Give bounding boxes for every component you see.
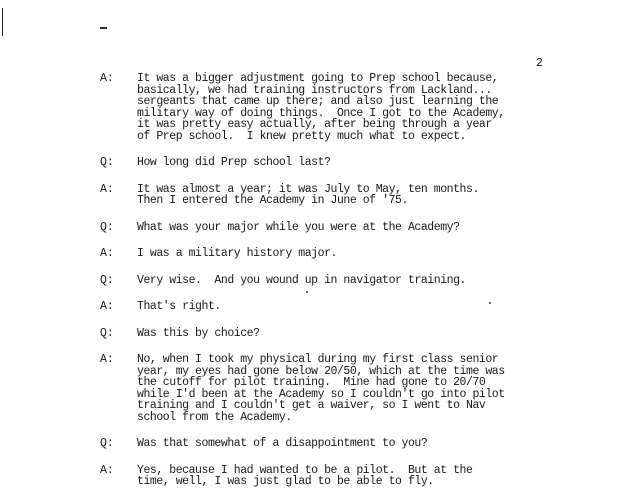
- transcript-entry: [100, 73, 540, 142]
- entry-text: Was that somewhat of a disappointment to you?: [137, 437, 428, 450]
- entry-text: That's right.: [137, 300, 221, 313]
- transcript-entry: [100, 248, 540, 260]
- transcript-entry: [100, 301, 540, 313]
- speaker-label: Q:: [100, 156, 114, 169]
- speaker-label: Q:: [100, 220, 114, 234]
- entry-text: Yes, because I had wanted to be a pilot. But at the time, well, I was just glad to be able to fly.: [137, 463, 473, 488]
- transcript-entry: [100, 275, 540, 287]
- speaker-label: A:: [100, 353, 114, 366]
- entry-text: It was a bigger adjustment going to Prep school because, basically, we had training instructors from Lackland... sergeants that came up there; and also just learning the military way of doing things. Once I got to the Academy, it was pretty easy actually, after being through a year of Prep school. I knew pretty much what to expect.: [137, 72, 505, 143]
- speaker-label: Q:: [100, 437, 114, 450]
- entry-text: It was almost a year; it was July to May, ten months. Then I entered the Academy in June of '75.: [137, 182, 479, 207]
- scan-speck: [306, 291, 308, 293]
- entry-text: Was this by choice?: [137, 326, 260, 340]
- transcript-entry: [100, 438, 540, 450]
- transcript-entry: [100, 354, 540, 423]
- transcript-entry: [100, 465, 540, 488]
- speaker-label: Q:: [100, 273, 114, 287]
- transcript-entry: [100, 222, 540, 234]
- interview-transcript: [100, 73, 540, 503]
- entry-text: No, when I took my physical during my first class senior year, my eyes had gone below 20/50, which at the time was the cutoff for pilot training. Mine had gone to 20/70 while I'd been at the Academy so I couldn't go into pilot training and I couldn't get a waiver, so I went to Nav school from the Academy.: [137, 353, 505, 424]
- entry-text: What was your major while you were at the Academy?: [137, 220, 460, 234]
- transcript-entry: [100, 157, 540, 169]
- transcript-entry: [100, 328, 540, 340]
- speaker-label: Q:: [100, 326, 114, 340]
- speaker-label: A:: [100, 247, 114, 260]
- speaker-label: A:: [100, 300, 114, 313]
- speaker-label: A:: [100, 182, 114, 196]
- speaker-label: A:: [100, 463, 114, 477]
- entry-text: How long did Prep school last?: [137, 156, 331, 169]
- scan-speck: [489, 302, 491, 304]
- scan-edge-mark: [2, 8, 3, 36]
- transcript-entry: [100, 184, 540, 207]
- speaker-label: A:: [100, 72, 114, 85]
- page-number: 2: [536, 57, 543, 70]
- entry-text: Very wise. And you wound up in navigator training.: [137, 273, 467, 287]
- scan-dash-mark: [100, 27, 107, 29]
- entry-text: I was a military history major.: [137, 247, 337, 260]
